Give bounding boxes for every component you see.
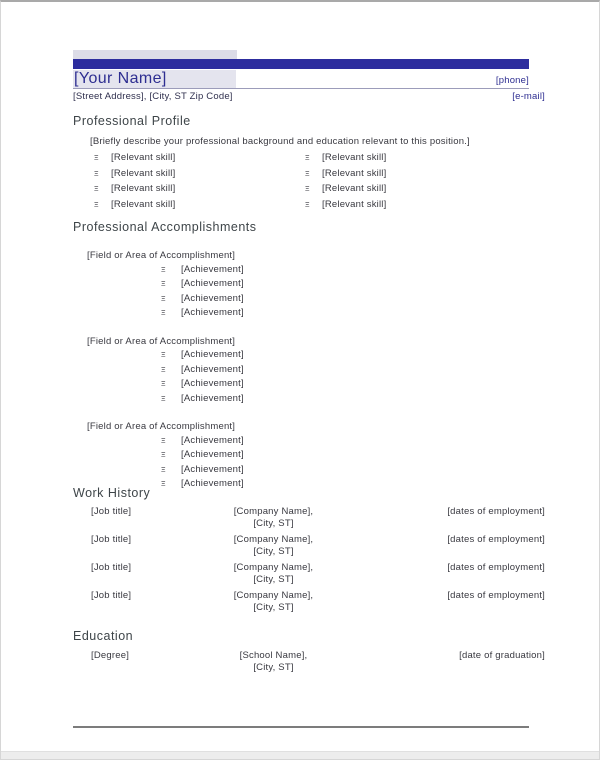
job-title-field[interactable]: [Job title] bbox=[91, 534, 132, 545]
company-city: [City, ST] bbox=[253, 573, 294, 585]
dates-of-employment-field[interactable]: [dates of employment] bbox=[447, 590, 545, 601]
bullet-icon: Ξ bbox=[161, 395, 166, 403]
achievement-field[interactable]: [Achievement] bbox=[181, 349, 244, 360]
skill-field[interactable]: [Relevant skill] bbox=[322, 183, 387, 194]
header-accent-bar bbox=[73, 59, 529, 69]
achievement-item bbox=[161, 434, 545, 449]
section-education bbox=[73, 629, 545, 673]
skill-item bbox=[94, 167, 305, 183]
bullet-icon: Ξ bbox=[161, 481, 166, 488]
company-field[interactable] bbox=[186, 562, 361, 585]
company-city: [City, ST] bbox=[253, 545, 294, 557]
achievement-field[interactable]: [Achievement] bbox=[181, 263, 244, 275]
company-name: [Company Name], bbox=[233, 590, 314, 601]
section-work-history bbox=[73, 486, 545, 613]
degree-field[interactable]: [Degree] bbox=[91, 650, 130, 661]
achievement-field[interactable]: [Achievement] bbox=[181, 463, 244, 475]
education-row bbox=[73, 650, 545, 673]
bullet-icon: Ξ bbox=[161, 310, 166, 317]
achievement-item bbox=[161, 348, 545, 363]
achievement-field[interactable]: [Achievement] bbox=[181, 363, 244, 375]
email-field[interactable]: [e-mail] bbox=[512, 91, 545, 102]
skill-field[interactable]: [Relevant skill] bbox=[322, 152, 387, 163]
achievement-item bbox=[161, 277, 545, 292]
job-title-field[interactable]: [Job title] bbox=[91, 590, 132, 601]
profile-description-field[interactable]: [Briefly describe your professional background and education relevant to this position.] bbox=[90, 136, 470, 147]
field-of-accomplishment-field[interactable]: [Field or Area of Accomplishment] bbox=[87, 335, 236, 347]
skill-item bbox=[305, 167, 545, 183]
accomplishment-group bbox=[73, 249, 545, 321]
achievement-item bbox=[161, 392, 545, 407]
company-field[interactable] bbox=[186, 506, 361, 529]
achievement-field[interactable]: [Achievement] bbox=[181, 392, 244, 404]
page-bottom-edge bbox=[1, 751, 599, 759]
date-of-graduation-field[interactable]: [date of graduation] bbox=[459, 650, 545, 661]
company-field[interactable] bbox=[186, 590, 361, 613]
achievement-item bbox=[161, 363, 545, 378]
skill-field[interactable]: [Relevant skill] bbox=[111, 167, 176, 179]
skill-item bbox=[305, 198, 545, 214]
skills-grid bbox=[94, 151, 545, 213]
field-of-accomplishment-field[interactable]: [Field or Area of Accomplishment] bbox=[87, 250, 236, 261]
dates-of-employment-field[interactable]: [dates of employment] bbox=[447, 506, 545, 517]
bullet-icon: Ξ bbox=[94, 170, 99, 178]
education-section-title: Education bbox=[73, 629, 134, 643]
bullet-icon: Ξ bbox=[94, 155, 99, 162]
company-name: [Company Name], bbox=[233, 534, 314, 545]
school-city: [City, ST] bbox=[253, 661, 294, 673]
address-field[interactable]: [Street Address], [City, ST Zip Code] bbox=[73, 91, 233, 102]
company-field[interactable] bbox=[186, 534, 361, 557]
work-history-row bbox=[73, 534, 545, 557]
bullet-icon: Ξ bbox=[305, 170, 310, 178]
section-professional-accomplishments bbox=[73, 220, 545, 492]
section-professional-profile bbox=[73, 114, 545, 213]
dates-of-employment-field[interactable]: [dates of employment] bbox=[447, 562, 545, 573]
bullet-icon: Ξ bbox=[305, 186, 310, 193]
accomplishments-section-title: Professional Accomplishments bbox=[73, 220, 257, 234]
bullet-icon: Ξ bbox=[161, 295, 166, 303]
dates-of-employment-field[interactable]: [dates of employment] bbox=[447, 534, 545, 545]
bullet-icon: Ξ bbox=[161, 281, 166, 288]
footer-divider-rule bbox=[73, 726, 529, 728]
bullet-icon: Ξ bbox=[305, 155, 310, 162]
phone-field[interactable]: [phone] bbox=[495, 75, 529, 86]
skill-item bbox=[94, 182, 305, 198]
skills-column-left bbox=[94, 151, 305, 213]
bullet-icon: Ξ bbox=[161, 352, 166, 359]
field-of-accomplishment-field[interactable]: [Field or Area of Accomplishment] bbox=[87, 421, 236, 432]
job-title-field[interactable]: [Job title] bbox=[91, 506, 132, 517]
skill-item bbox=[94, 151, 305, 167]
achievement-field[interactable]: [Achievement] bbox=[181, 278, 244, 289]
bullet-icon: Ξ bbox=[305, 201, 310, 209]
bullet-icon: Ξ bbox=[161, 266, 166, 274]
bullet-icon: Ξ bbox=[161, 452, 166, 459]
bullet-icon: Ξ bbox=[161, 437, 166, 445]
school-field[interactable] bbox=[186, 650, 361, 673]
achievement-item bbox=[161, 306, 545, 321]
company-city: [City, ST] bbox=[253, 517, 294, 529]
header-name-row bbox=[73, 69, 529, 89]
skill-item bbox=[305, 182, 545, 198]
skill-item bbox=[305, 151, 545, 167]
name-field[interactable]: [Your Name] bbox=[73, 70, 236, 88]
achievement-item bbox=[161, 292, 545, 307]
content-control-selection-box bbox=[73, 50, 237, 59]
skill-field[interactable]: [Relevant skill] bbox=[111, 152, 176, 163]
achievement-field[interactable]: [Achievement] bbox=[181, 434, 244, 446]
skill-field[interactable]: [Relevant skill] bbox=[322, 167, 387, 179]
header-address-row bbox=[73, 91, 545, 102]
skill-field[interactable]: [Relevant skill] bbox=[111, 198, 176, 210]
achievement-item bbox=[161, 263, 545, 278]
bullet-icon: Ξ bbox=[161, 381, 166, 388]
work-history-row bbox=[73, 506, 545, 529]
skills-column-right bbox=[305, 151, 545, 213]
company-city: [City, ST] bbox=[253, 601, 294, 613]
achievement-field[interactable]: [Achievement] bbox=[181, 307, 244, 318]
achievement-item bbox=[161, 448, 545, 463]
skill-field[interactable]: [Relevant skill] bbox=[111, 183, 176, 194]
profile-section-title: Professional Profile bbox=[73, 114, 191, 128]
achievement-field[interactable]: [Achievement] bbox=[181, 478, 244, 489]
achievement-field[interactable]: [Achievement] bbox=[181, 449, 244, 460]
achievement-item bbox=[161, 377, 545, 392]
skill-item bbox=[94, 198, 305, 214]
bullet-icon: Ξ bbox=[161, 366, 166, 374]
skill-field[interactable]: [Relevant skill] bbox=[322, 198, 387, 210]
achievement-field[interactable]: [Achievement] bbox=[181, 292, 244, 304]
bullet-icon: Ξ bbox=[94, 201, 99, 209]
work-history-section-title: Work History bbox=[73, 486, 151, 500]
bullet-icon: Ξ bbox=[161, 466, 166, 474]
achievement-item bbox=[161, 463, 545, 478]
job-title-field[interactable]: [Job title] bbox=[91, 562, 132, 573]
accomplishment-group bbox=[73, 335, 545, 407]
work-history-row bbox=[73, 590, 545, 613]
bullet-icon: Ξ bbox=[94, 186, 99, 193]
work-history-row bbox=[73, 562, 545, 585]
achievement-field[interactable]: [Achievement] bbox=[181, 378, 244, 389]
company-name: [Company Name], bbox=[233, 506, 314, 517]
company-name: [Company Name], bbox=[233, 562, 314, 573]
accomplishment-group bbox=[73, 420, 545, 492]
school-name: [School Name], bbox=[239, 650, 308, 661]
